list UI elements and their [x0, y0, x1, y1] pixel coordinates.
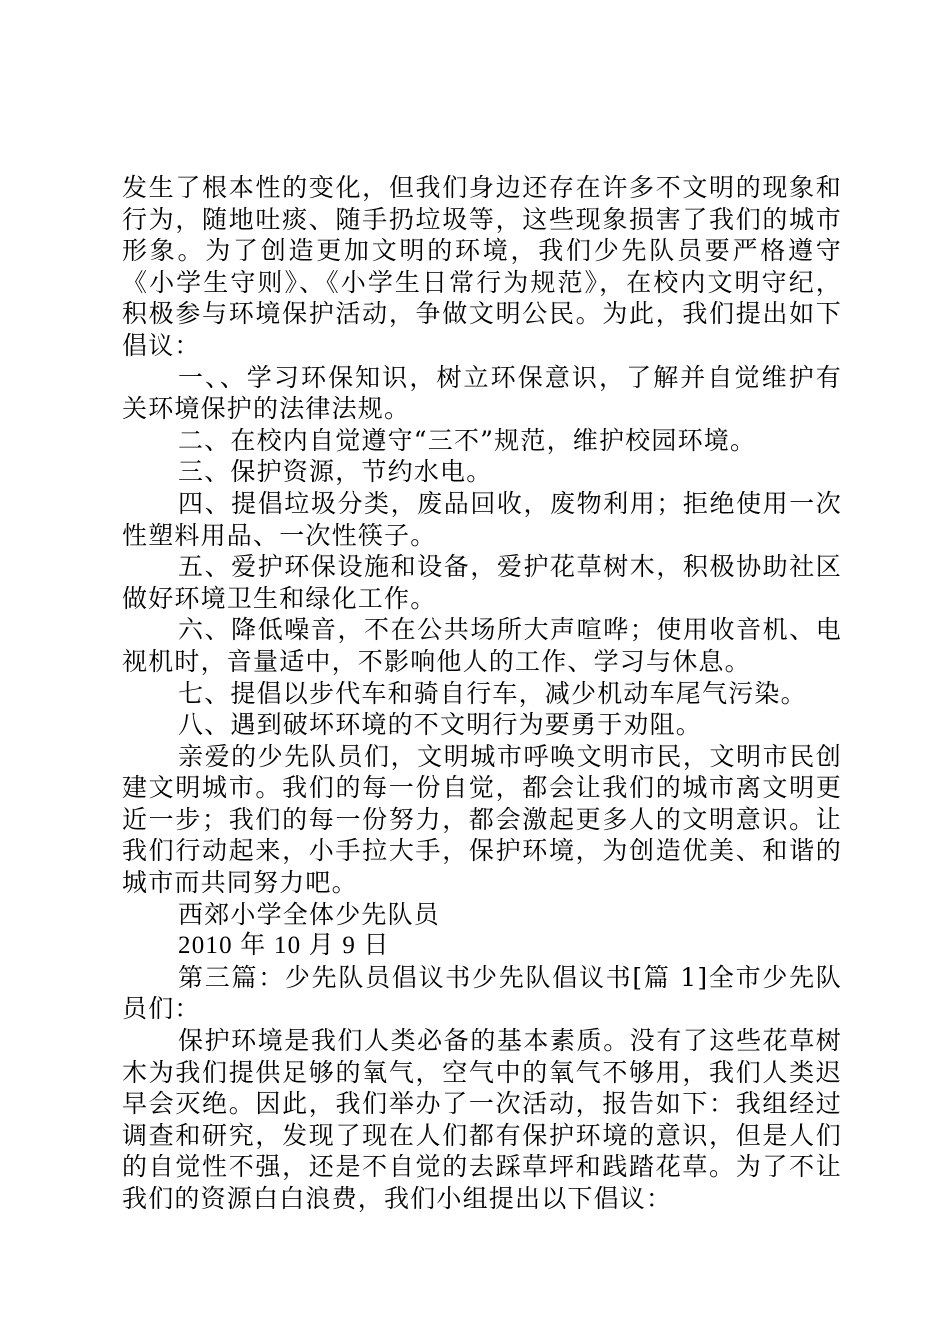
document-page — [122, 172, 842, 1215]
signature: 西郊小学全体少先队员 — [178, 899, 441, 929]
closing-paragraph: 亲爱的少先队员们，文明城市呼唤文明市民，文明市民创建文明城市。我们的每一份自觉，都会让我们的城市离文明更近一步；我们的每一份努力，都会激起更多人的文明意识。让我们行动起来，小手拉大手，保护环境，为创造优美、和谐的城市而共同努力吧。 — [122, 741, 842, 898]
body-paragraph: 发生了根本性的变化，但我们身边还存在许多不文明的现象和行为，随地吐痰、随手扔垃圾等，这些现象损害了我们的城市形象。为了创造更加文明的环境，我们少先队员要严格遵守《小学生守则》、《小学生日常行为规范》，在校内文明守纪，积极参与环境保护活动，争做文明公民。为此，我们提出如下倡议： — [122, 173, 842, 360]
proposal-item-6: 六、降低噪音，不在公共场所大声喧哗；使用收音机、电视机时，音量适中，不影响他人的工作、学习与休息。 — [122, 615, 842, 676]
proposal-item-4: 四、提倡垃圾分类，废品回收，废物利用；拒绝使用一次性塑料用品、一次性筷子。 — [122, 488, 842, 550]
proposal-item-5: 五、爱护环保设施和设备，爱护花草树木，积极协助社区做好环境卫生和绿化工作。 — [122, 552, 842, 613]
body-paragraph-2: 保护环境是我们人类必备的基本素质。没有了这些花草树木为我们提供足够的氧气，空气中的氧气不够用，我们人类迟早会灭绝。因此，我们举办了一次活动，报告如下：我组经过调查和研究，发现了现在人们都有保护环境的意识，但是人们的自觉性不强，还是不自觉的去踩草坪和践踏花草。为了不让我们的资源白白浪费，我们小组提出以下倡议： — [122, 1026, 842, 1213]
proposal-item-1: 一、、学习环保知识，树立环保意识，了解并自觉维护有关环境保护的法律法规。 — [122, 362, 842, 424]
proposal-item-7: 七、提倡以步代车和骑自行车，减少机动车尾气污染。 — [178, 678, 807, 708]
date-line: 2010 年 10 月 9 日 — [178, 932, 390, 960]
section-heading: 第三篇：少先队员倡议书少先队倡议书[篇 1]全市少先队员们： — [122, 962, 842, 1024]
proposal-item-2: 二、在校内自觉遵守“三不”规范，维护校园环境。 — [178, 425, 757, 455]
proposal-item-3: 三、保护资源，节约水电。 — [178, 457, 493, 487]
proposal-item-8: 八、遇到破坏环境的不文明行为要勇于劝阻。 — [178, 710, 703, 740]
